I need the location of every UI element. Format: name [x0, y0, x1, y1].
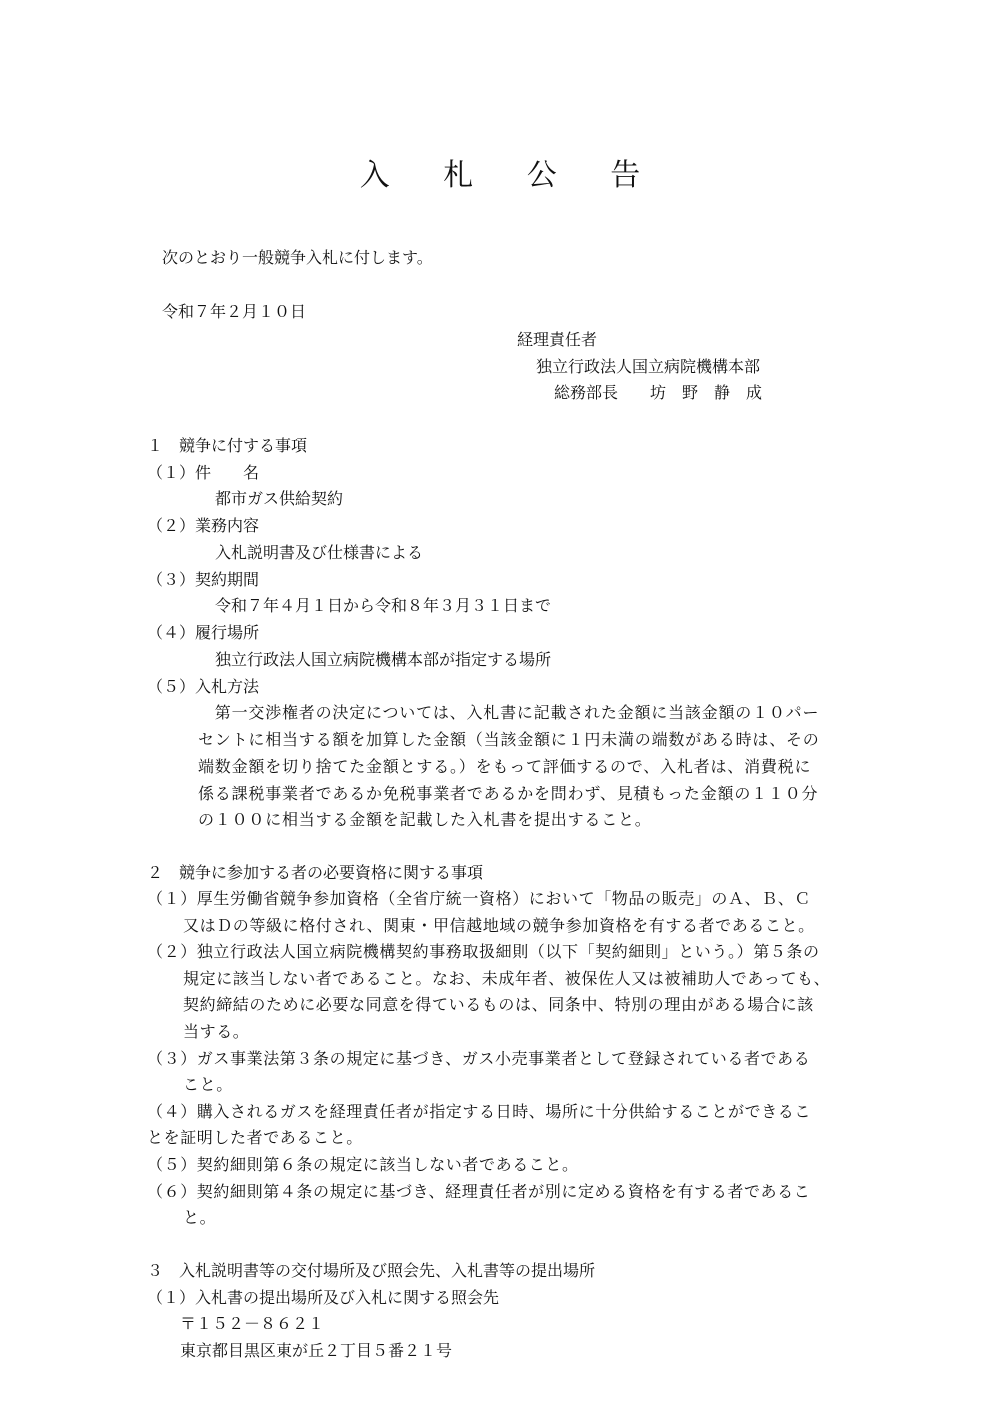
paragraph-line: 第一交渉権者の決定については、入札書に記載された金額に当該金額の１０パー	[198, 703, 820, 722]
item-label: （５）入札方法	[147, 677, 260, 696]
qualification-line: （６）契約細則第４条の規定に基づき、経理責任者が別に定める資格を有する者であるこ	[147, 1182, 811, 1201]
qualification-line: （２）独立行政法人国立病院機構契約事務取扱細則（以下「契約細則」という。）第５条の	[147, 942, 820, 961]
section3-heading: ３ 入札説明書等の交付場所及び照会先、入札書等の提出場所	[147, 1261, 596, 1280]
qualification-line: （１）厚生労働省競争参加資格（全省庁統一資格）において「物品の販売」のＡ、Ｂ、Ｃ	[147, 889, 812, 908]
item-body: 入札説明書及び仕様書による	[215, 543, 424, 562]
qualification-line: こと。	[183, 1075, 233, 1094]
qualification-line: （４）購入されるガスを経理責任者が指定する日時、場所に十分供給することができるこ	[147, 1102, 812, 1121]
postal-code: 〒１５２－８６２１	[180, 1314, 325, 1333]
intro-text: 次のとおり一般競争入札に付します。	[162, 248, 433, 267]
item-label: （３）契約期間	[147, 570, 260, 589]
qualification-line: 又はＤの等級に格付され、関東・甲信越地域の競争参加資格を有する者であること。	[183, 916, 815, 935]
issuer-person: 総務部長 坊 野 静 成	[554, 383, 763, 402]
page-title: 入 札 公 告	[359, 158, 663, 193]
item-label: （１）件 名	[147, 463, 260, 482]
qualification-line: 規定に該当しない者であること。なお、未成年者、被保佐人又は被補助人であっても、	[183, 969, 831, 988]
issuer-role: 経理責任者	[517, 330, 598, 349]
qualification-line: とを証明した者であること。	[147, 1128, 363, 1147]
qualification-line: と。	[183, 1208, 217, 1227]
announcement-date: 令和７年２月１０日	[162, 302, 307, 321]
item-label: （４）履行場所	[147, 623, 260, 642]
issuer-organization: 独立行政法人国立病院機構本部	[536, 357, 761, 376]
qualification-line: （３）ガス事業法第３条の規定に基づき、ガス小売事業者として登録されている者である	[147, 1049, 811, 1068]
paragraph-line: の１００に相当する金額を記載した入札書を提出すること。	[198, 810, 652, 829]
qualification-line: （５）契約細則第６条の規定に該当しない者であること。	[147, 1155, 579, 1174]
section2-heading: ２ 競争に参加する者の必要資格に関する事項	[147, 863, 484, 882]
item-body: 独立行政法人国立病院機構本部が指定する場所	[215, 650, 552, 669]
item-body: 都市ガス供給契約	[215, 489, 344, 508]
paragraph-line: 係る課税事業者であるか免税事業者であるかを問わず、見積もった金額の１１０分	[198, 784, 819, 803]
item-label: （１）入札書の提出場所及び入札に関する照会先	[147, 1288, 500, 1307]
address: 東京都目黒区東が丘２丁目５番２１号	[180, 1341, 453, 1360]
item-body: 令和７年４月１日から令和８年３月３１日まで	[215, 596, 552, 615]
qualification-line: 当する。	[183, 1022, 250, 1041]
section1-heading: １ 競争に付する事項	[147, 436, 308, 455]
paragraph-line: 端数金額を切り捨てた金額とする。）をもって評価するので、入札者は、消費税に	[198, 757, 812, 776]
item-label: （２）業務内容	[147, 516, 260, 535]
qualification-line: 契約締結のために必要な同意を得ているものは、同条中、特別の理由がある場合に該	[183, 995, 814, 1014]
paragraph-line: セントに相当する額を加算した金額（当該金額に１円未満の端数がある時は、その	[198, 730, 820, 749]
